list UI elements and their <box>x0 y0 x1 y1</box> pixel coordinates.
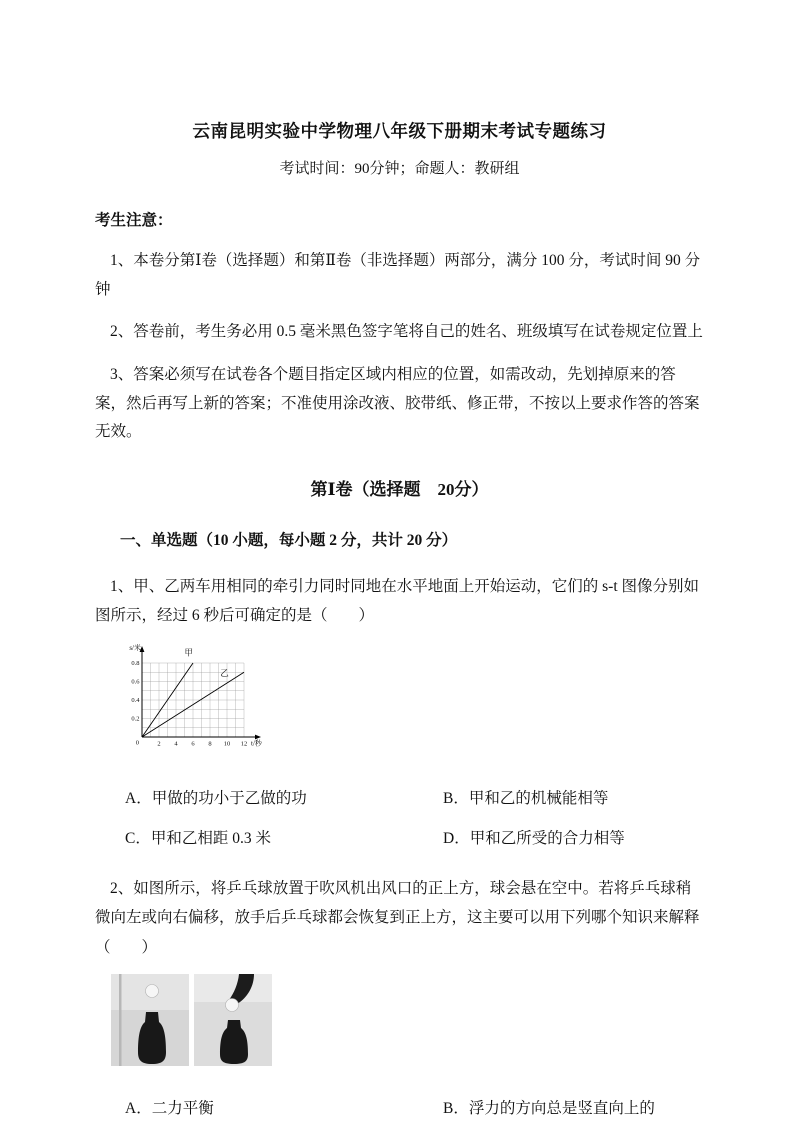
page-subtitle: 考试时间：90分钟；命题人：教研组 <box>279 161 520 177</box>
option-b: B．浮力的方向总是竖直向上的 <box>443 1100 655 1118</box>
pingpong-photo-right <box>194 974 272 1066</box>
notice-heading: 考生注意： <box>95 212 173 229</box>
svg-text:10: 10 <box>223 740 231 748</box>
question-1-figure <box>111 641 281 764</box>
question-1-options <box>125 786 704 848</box>
svg-text:0.4: 0.4 <box>131 697 140 705</box>
pingpong-ball <box>226 999 239 1012</box>
svg-text:乙: 乙 <box>220 667 229 678</box>
pingpong-photo-left <box>111 974 189 1066</box>
svg-text:0.2: 0.2 <box>131 715 140 723</box>
svg-text:4: 4 <box>174 740 178 748</box>
question-1-text: 1、甲、乙两车用相同的牵引力同时同地在水平地面上开始运动，它们的 s-t 图像分别如图所示，经过 6 秒后可确定的是（ ） <box>95 578 700 625</box>
svg-text:12: 12 <box>240 740 248 748</box>
option-a: A．甲做的功小于乙做的功 <box>125 789 307 807</box>
wall-edge-line <box>119 974 122 1066</box>
svg-text:6: 6 <box>191 740 195 748</box>
notice-item-1: 1、本卷分第Ⅰ卷（选择题）和第Ⅱ卷（非选择题）两部分，满分 100 分，考试时间 90 分钟 <box>95 252 701 298</box>
option-a: A．二力平衡 <box>125 1100 214 1118</box>
svg-text:t/秒: t/秒 <box>251 739 262 748</box>
svg-text:8: 8 <box>208 740 212 748</box>
pingpong-ball <box>146 985 159 998</box>
svg-text:0.6: 0.6 <box>131 678 140 686</box>
option-b: B．甲和乙的机械能相等 <box>443 789 609 807</box>
section-1-heading: 第Ⅰ卷（选择题 20分） <box>310 480 489 500</box>
question-2-text: 2、如图所示，将乒乓球放置于吹风机出风口的正上方，球会悬在空中。若将乒乓球稍微向左或向右偏移，放手后乒乓球都会恢复到正上方，这主要可以用下列哪个知识来解释（ ） <box>95 879 700 956</box>
svg-text:s/米: s/米 <box>129 643 141 652</box>
svg-text:2: 2 <box>157 740 161 748</box>
option-d: D．甲和乙所受的合力相等 <box>443 829 625 847</box>
question-2-figure <box>111 974 704 1066</box>
question-2-options <box>125 1096 704 1118</box>
single-choice-heading: 一、单选题（10 小题，每小题 2 分，共计 20 分） <box>120 532 458 550</box>
svg-text:甲: 甲 <box>184 647 194 658</box>
notice-item-2: 2、答卷前，考生务必用 0.5 毫米黑色签字笔将自己的姓名、班级填写在试卷规定位置上 <box>110 323 703 341</box>
svg-text:0.8: 0.8 <box>131 660 140 668</box>
page-title: 云南昆明实验中学物理八年级下册期末考试专题练习 <box>192 121 607 141</box>
notice-item-3: 3、答案必须写在试卷各个题目指定区域内相应的位置，如需改动，先划掉原来的答案，然后再写上新的答案；不准使用涂改液、胶带纸、修正带，不按以上要求作答的答案无效。 <box>95 366 700 441</box>
s-t-graph <box>111 641 281 759</box>
option-c: C．甲和乙相距 0.3 米 <box>125 829 271 847</box>
svg-text:0: 0 <box>135 739 139 747</box>
